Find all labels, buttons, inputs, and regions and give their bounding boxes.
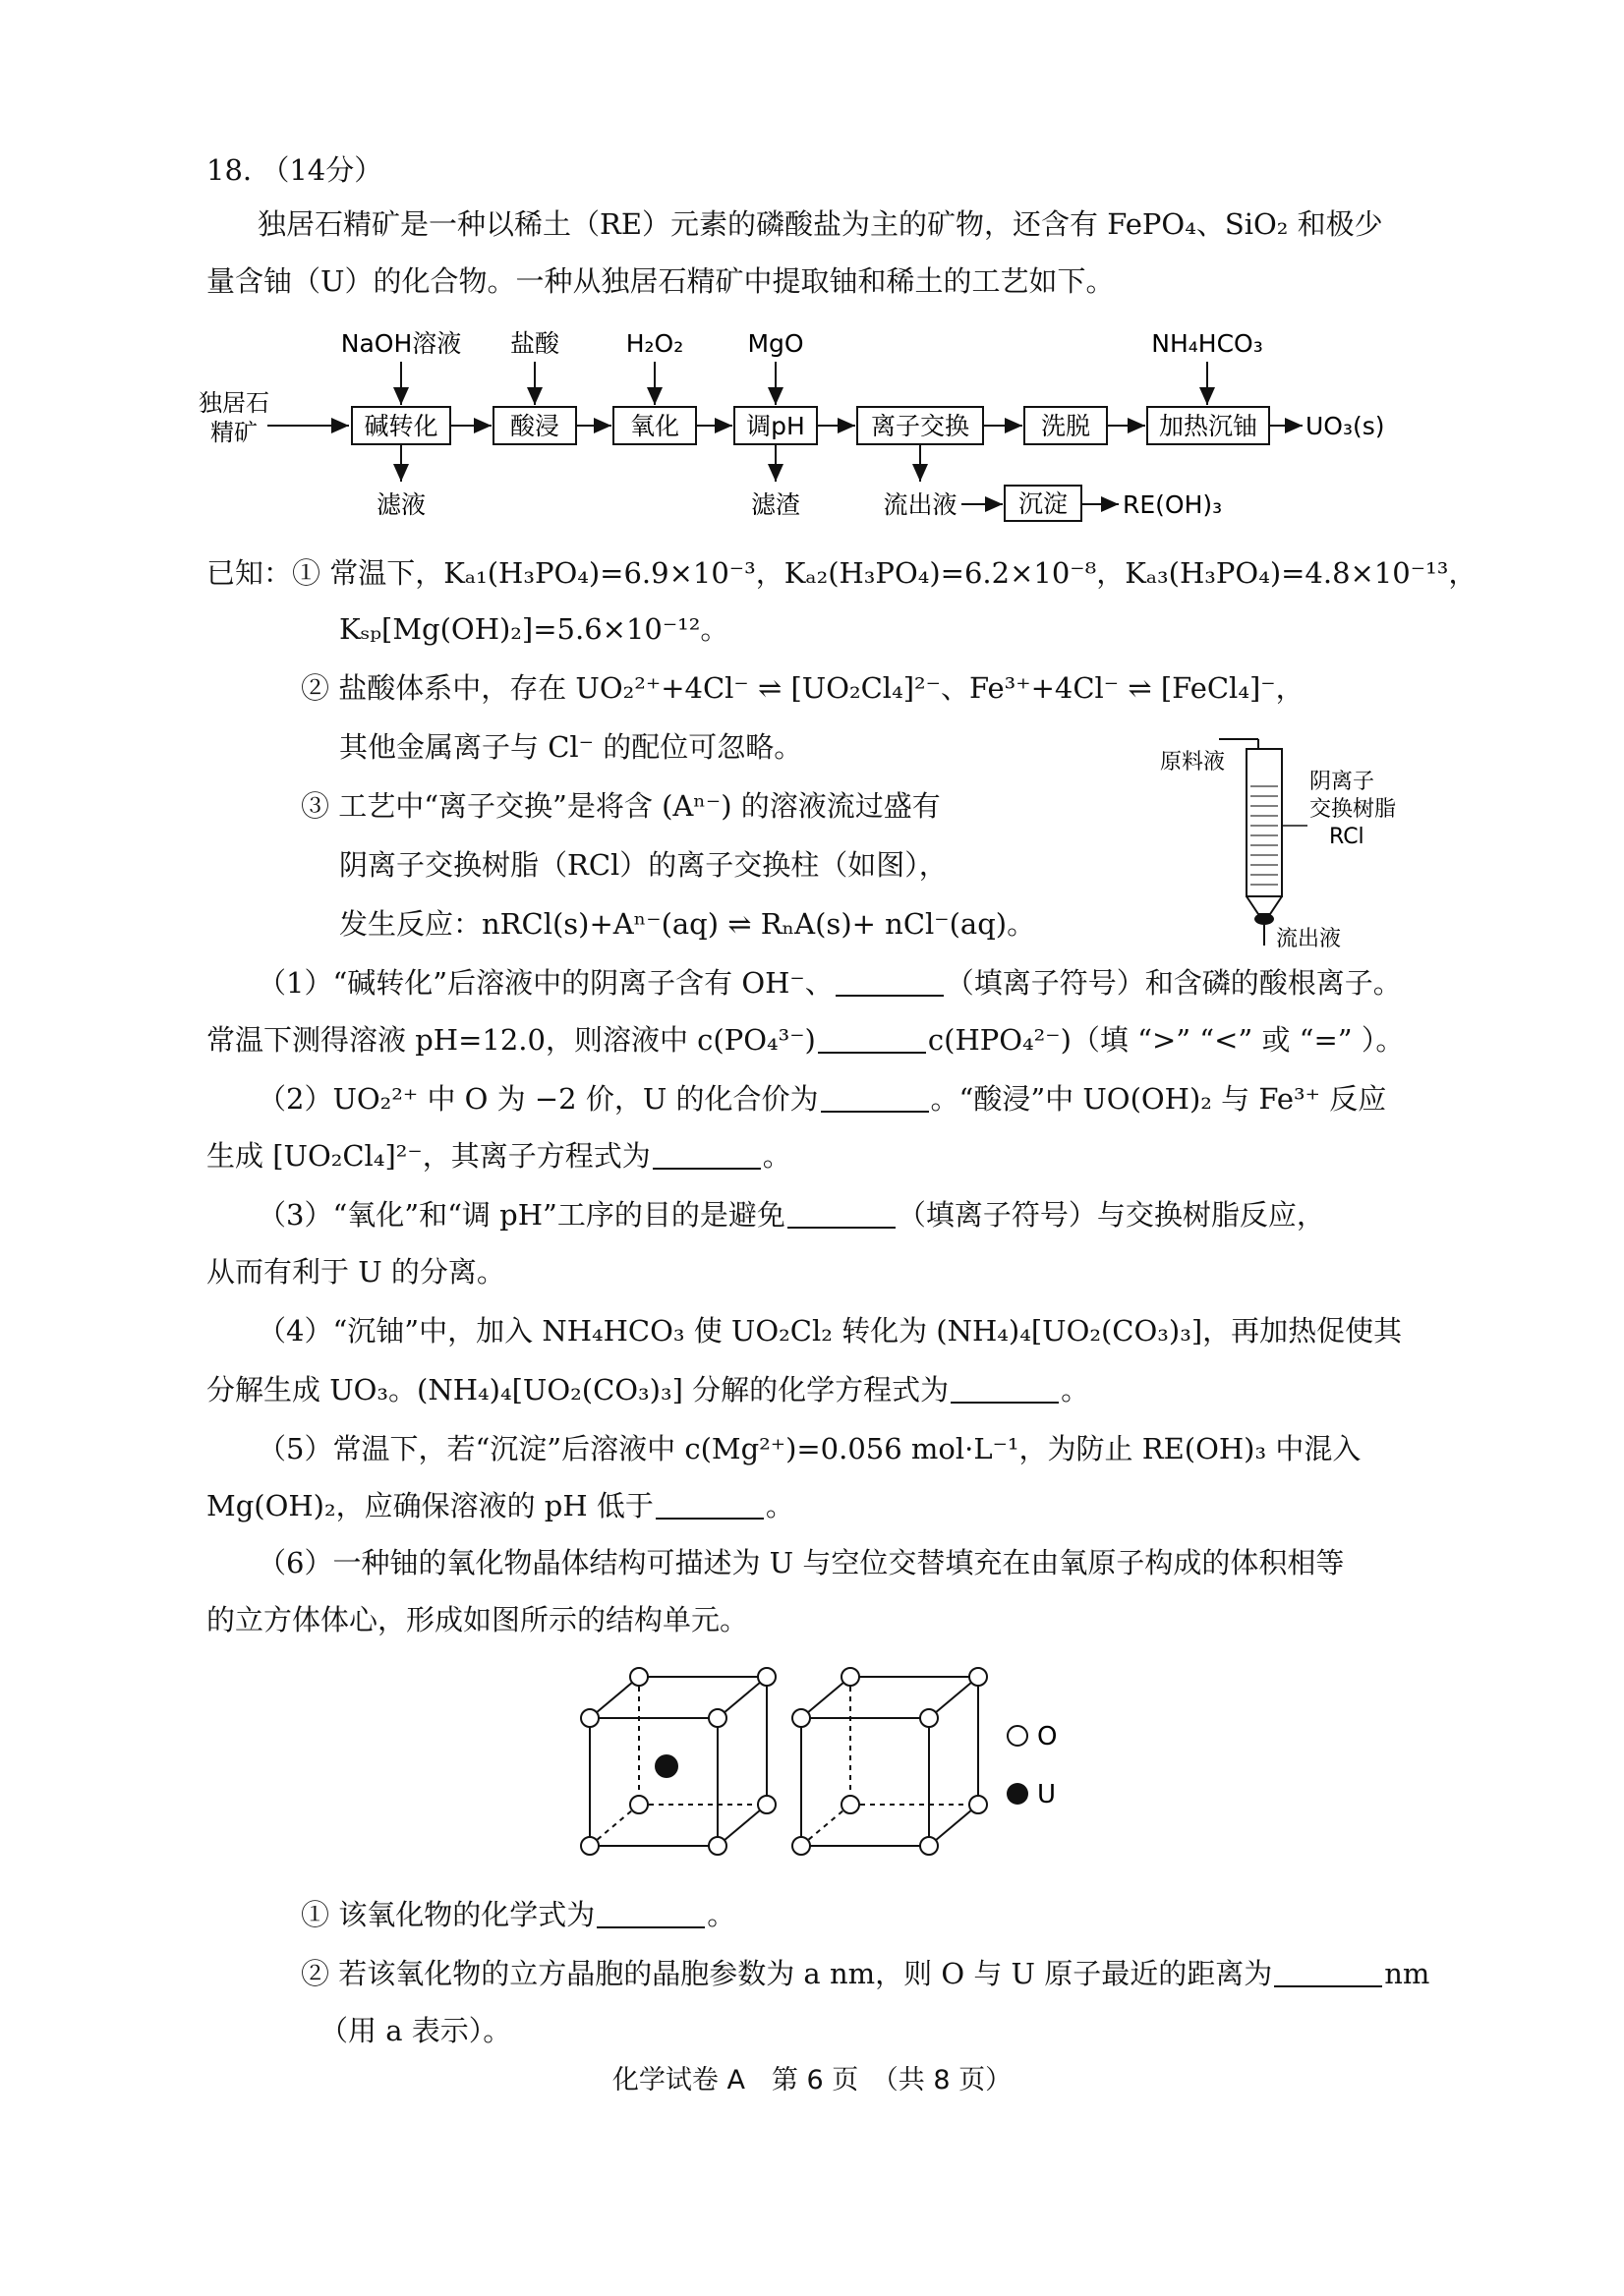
known-label: 已知： xyxy=(206,556,293,590)
answer-blank-5[interactable] xyxy=(656,1489,764,1520)
answer-blank-6a[interactable] xyxy=(597,1898,705,1928)
part-5-text-b: 。 xyxy=(765,1489,794,1522)
part-1-line-2 xyxy=(206,1022,1404,1058)
flow-outflow: 流出液 xyxy=(883,490,957,519)
step-elute: 洗脱 xyxy=(1040,412,1091,440)
part-2-text-a: （2）UO₂²⁺ 中 O 为 −2 价，U 的化合价为 xyxy=(258,1082,819,1116)
part-6-sub-2 xyxy=(301,1956,1429,1991)
reagent-h2o2: H₂O₂ xyxy=(625,329,684,358)
known-line-4: 其他金属离子与 Cl⁻ 的配位可忽略。 xyxy=(339,730,803,764)
answer-blank-1b[interactable] xyxy=(818,1023,926,1054)
flow-product-uo3: UO₃(s) xyxy=(1305,412,1385,440)
cube-with-u xyxy=(590,1677,767,1846)
column-resin-line-1: 阴离子 xyxy=(1309,770,1375,794)
step-precipitate: 沉淀 xyxy=(1017,489,1069,518)
part-6-text-b: 。 xyxy=(707,1898,736,1931)
known-line-3: ② 盐酸体系中，存在 UO₂²⁺+4Cl⁻ ⇌ [UO₂Cl₄]²⁻、Fe³⁺+4Cl⁻ ⇌ [FeCl₄]⁻， xyxy=(301,671,1305,705)
reagent-nh4hco3: NH₄HCO₃ xyxy=(1151,329,1263,358)
part-5-line-1: （5）常温下，若“沉淀”后溶液中 c(Mg²⁺)=0.056 mol·L⁻¹，为防止 RE(OH)₃ 中混入 xyxy=(258,1432,1362,1465)
answer-blank-4[interactable] xyxy=(951,1373,1059,1404)
part-4-line-1: （4）“沉铀”中，加入 NH₄HCO₃ 使 UO₂Cl₂ 转化为 (NH₄)₄[UO₂(CO₃)₃]，再加热促使其 xyxy=(258,1314,1403,1348)
part-1-line-1 xyxy=(258,965,1402,1001)
known-ka: ① 常温下，Kₐ₁(H₃PO₄)=6.9×10⁻³，Kₐ₂(H₃PO₄)=6.2×10⁻⁸，Kₐ₃(H₃PO₄)=4.8×10⁻¹³， xyxy=(292,556,1478,590)
legend-o-label: O xyxy=(1037,1722,1058,1751)
cube-empty xyxy=(801,1677,978,1846)
flow-start-line-2: 精矿 xyxy=(210,419,258,446)
part-2-line-1 xyxy=(258,1081,1386,1117)
reagent-naoh: NaOH溶液 xyxy=(340,329,462,358)
intro-line-2: 量含铀（U）的化合物。一种从独居石精矿中提取铀和稀土的工艺如下。 xyxy=(206,264,1115,298)
part-4-text-a: 分解生成 UO₃。(NH₄)₄[UO₂(CO₃)₃] 分解的化学方程式为 xyxy=(206,1373,950,1406)
column-feed-label: 原料液 xyxy=(1160,750,1226,775)
part-1-text-c: 常温下测得溶液 pH=12.0，则溶液中 c(PO₄³⁻) xyxy=(206,1023,816,1057)
part-3-line-2: 从而有利于 U 的分离。 xyxy=(206,1255,505,1289)
byproduct-filtrate: 滤液 xyxy=(376,490,427,519)
step-heat-precipitate: 加热沉铀 xyxy=(1158,412,1258,440)
part-2-text-b: 。“酸浸”中 UO(OH)₂ 与 Fe³⁺ 反应 xyxy=(930,1082,1387,1116)
question-number: 18. xyxy=(206,153,253,187)
step-ion-exchange: 离子交换 xyxy=(870,412,970,440)
crystal-structure-figure xyxy=(560,1661,1111,1867)
part-2-line-2 xyxy=(206,1138,791,1174)
part-3-text-a: （3）“氧化”和“调 pH”工序的目的是避免 xyxy=(258,1198,785,1232)
known-line-1 xyxy=(206,555,1477,591)
part-6-text-c: ② 若该氧化物的立方晶胞的晶胞参数为 a nm，则 O 与 U 原子最近的距离为 xyxy=(301,1957,1273,1990)
part-5-line-2 xyxy=(206,1488,794,1523)
part-6-sub-3: （用 a 表示）。 xyxy=(319,2014,512,2047)
flow-start-line-1: 独居石 xyxy=(199,389,269,417)
part-4-line-2 xyxy=(206,1372,1089,1407)
part-6-line-1: （6）一种铀的氧化物晶体结构可描述为 U 与空位交替填充在由氧原子构成的体积相等 xyxy=(258,1546,1345,1579)
reagent-mgo: MgO xyxy=(747,329,804,358)
page-footer: 化学试卷 A 第 6 页 （共 8 页） xyxy=(611,2065,1013,2095)
known-line-7: 发生反应：nRCl(s)+Aⁿ⁻(aq) ⇌ RₙA(s)+ nCl⁻(aq)。 xyxy=(339,907,1036,941)
answer-blank-2a[interactable] xyxy=(821,1082,929,1113)
u-atom xyxy=(655,1754,678,1778)
question-header xyxy=(206,152,382,188)
flow-product-reoh3: RE(OH)₃ xyxy=(1123,490,1223,519)
part-6-line-2: 的立方体体心，形成如图所示的结构单元。 xyxy=(206,1603,749,1636)
answer-blank-3[interactable] xyxy=(787,1198,896,1229)
legend-u-marker xyxy=(1007,1783,1028,1805)
part-3-line-1 xyxy=(258,1197,1325,1233)
part-2-text-d: 。 xyxy=(762,1139,791,1173)
answer-blank-2b[interactable] xyxy=(653,1139,761,1170)
question-score: （14分） xyxy=(261,153,383,187)
ion-exchange-column-figure xyxy=(1160,727,1425,963)
known-line-6: 阴离子交换树脂（RCl）的离子交换柱（如图）， xyxy=(339,848,948,882)
legend-u-label: U xyxy=(1037,1780,1057,1809)
reagent-hcl: 盐酸 xyxy=(509,329,560,358)
part-1-text-b: （填离子符号）和含磷的酸根离子。 xyxy=(945,966,1402,1000)
step-adjust-ph: 调pH xyxy=(746,412,805,440)
process-flow-diagram xyxy=(199,324,1425,541)
part-2-text-c: 生成 [UO₂Cl₄]²⁻，其离子方程式为 xyxy=(206,1139,651,1173)
step-oxidize: 氧化 xyxy=(629,412,680,440)
legend-o-marker xyxy=(1008,1726,1027,1746)
answer-blank-1a[interactable] xyxy=(836,966,944,997)
part-5-text-a: Mg(OH)₂，应确保溶液的 pH 低于 xyxy=(206,1489,654,1522)
part-1-text-d: c(HPO₄²⁻)（填 “>” “<” 或 “=” ）。 xyxy=(927,1023,1405,1057)
part-6-sub-1 xyxy=(301,1897,735,1932)
byproduct-residue: 滤渣 xyxy=(750,490,801,519)
step-acid-leach: 酸浸 xyxy=(509,412,560,440)
step-alkali: 碱转化 xyxy=(364,412,438,440)
part-6-text-d: nm xyxy=(1384,1957,1430,1990)
column-outflow-label: 流出液 xyxy=(1276,927,1342,951)
part-4-text-b: 。 xyxy=(1061,1373,1090,1406)
column-resin-line-2: 交换树脂 xyxy=(1309,797,1397,822)
answer-blank-6b[interactable] xyxy=(1274,1957,1382,1987)
column-resin-line-3: RCl xyxy=(1329,825,1364,849)
intro-line-1: 独居石精矿是一种以稀土（RE）元素的磷酸盐为主的矿物，还含有 FePO₄、SiO₂ 和极少 xyxy=(258,207,1383,241)
known-line-5: ③ 工艺中“离子交换”是将含 (Aⁿ⁻) 的溶液流过盛有 xyxy=(301,789,941,823)
part-1-text-a: （1）“碱转化”后溶液中的阴离子含有 OH⁻、 xyxy=(258,966,834,1000)
part-3-text-b: （填离子符号）与交换树脂反应， xyxy=(897,1198,1325,1232)
part-6-text-a: ① 该氧化物的化学式为 xyxy=(301,1898,596,1931)
known-line-2: Kₛₚ[Mg(OH)₂]=5.6×10⁻¹²。 xyxy=(339,612,729,646)
